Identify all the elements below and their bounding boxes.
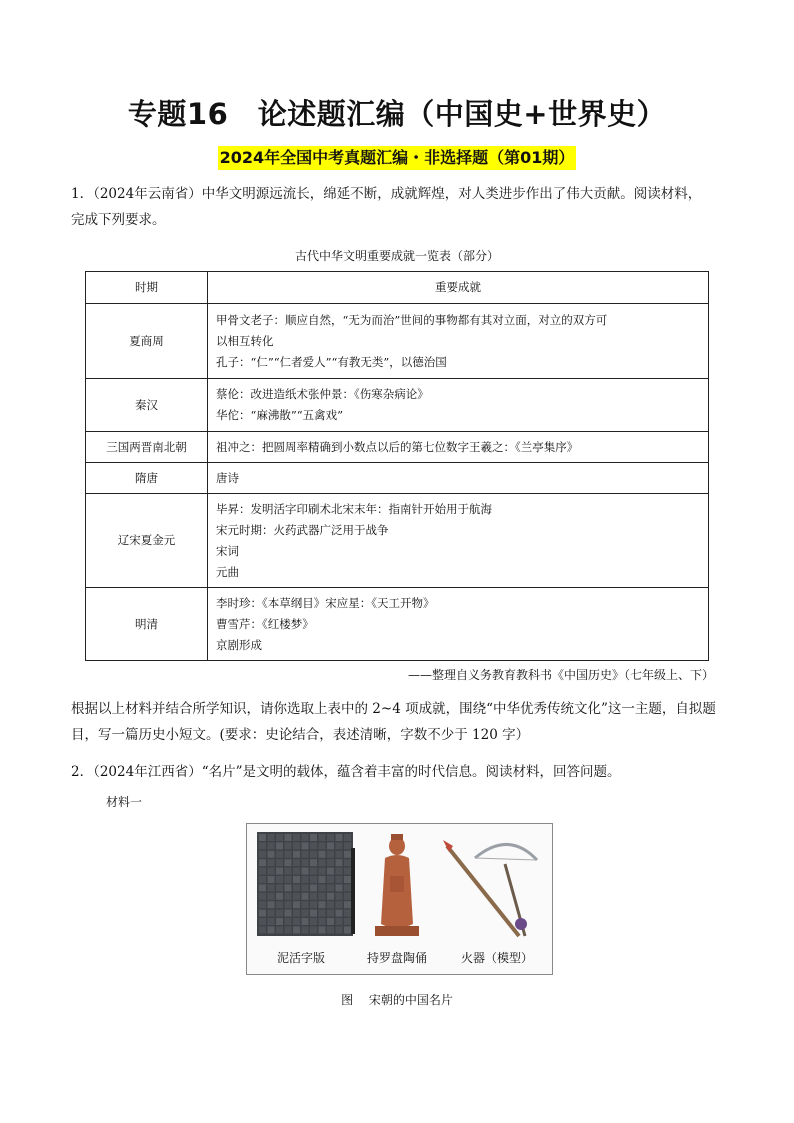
type-block xyxy=(276,926,283,933)
type-block xyxy=(293,851,300,858)
type-block xyxy=(344,859,351,866)
type-block xyxy=(344,918,351,925)
type-block xyxy=(310,910,317,917)
table-header-period: 时期 xyxy=(86,272,208,304)
figure-item-label: 持罗盘陶俑 xyxy=(366,951,428,965)
type-block xyxy=(327,884,334,891)
type-block xyxy=(285,876,292,883)
type-block xyxy=(259,884,266,891)
type-block xyxy=(319,901,326,908)
achievement-cell xyxy=(208,432,709,463)
period-cell: 三国两晋南北朝 xyxy=(86,432,208,463)
achievement-cell xyxy=(208,304,709,379)
type-block xyxy=(293,926,300,933)
type-block xyxy=(268,859,275,866)
type-block xyxy=(319,851,326,858)
achievement-line: 甲骨文老子：顺应自然，“无为而治”世间的事物都有其对立面，对立的双方可 xyxy=(216,312,608,327)
type-block xyxy=(259,893,266,900)
type-block xyxy=(293,910,300,917)
q2-stem: 2．（2024年江西省）“名片”是文明的载体，蕴含着丰富的时代信息。阅读材料，回答问题。 xyxy=(71,764,621,780)
achievements-table xyxy=(85,271,709,661)
type-block xyxy=(336,834,343,841)
period-cell: 辽宋夏金元 xyxy=(86,494,208,588)
type-block xyxy=(344,834,351,841)
type-block xyxy=(336,884,343,891)
type-block xyxy=(268,834,275,841)
type-block xyxy=(336,910,343,917)
type-block xyxy=(327,926,334,933)
type-block xyxy=(293,868,300,875)
type-block xyxy=(344,842,351,849)
achievement-line: 元曲 xyxy=(216,564,239,579)
type-block xyxy=(336,901,343,908)
type-block xyxy=(276,868,283,875)
figure-item-label: 火器（模型） xyxy=(460,951,534,965)
type-block xyxy=(293,842,300,849)
achievement-line: 蔡伦：改进造纸术张仲景：《伤寒杂病论》 xyxy=(216,387,429,401)
type-block xyxy=(310,851,317,858)
type-block xyxy=(276,842,283,849)
type-block xyxy=(336,842,343,849)
type-block xyxy=(310,868,317,875)
type-block xyxy=(302,859,309,866)
type-block xyxy=(276,884,283,891)
page-subtitle: 2024年全国中考真题汇编・非选择题（第01期） xyxy=(218,146,577,170)
type-block xyxy=(259,926,266,933)
type-block xyxy=(293,901,300,908)
type-block xyxy=(302,926,309,933)
type-block xyxy=(276,834,283,841)
q1-task xyxy=(71,696,731,748)
type-block xyxy=(302,910,309,917)
type-block xyxy=(327,876,334,883)
figurine-image xyxy=(375,834,419,936)
q1-stem xyxy=(71,181,731,233)
type-block xyxy=(268,884,275,891)
type-block xyxy=(276,893,283,900)
type-block xyxy=(285,910,292,917)
type-block xyxy=(319,893,326,900)
type-block xyxy=(276,876,283,883)
table-caption: 古代中华文明重要成就一览表（部分） xyxy=(294,249,499,263)
type-block xyxy=(293,884,300,891)
type-block xyxy=(259,901,266,908)
subtitle-wrap xyxy=(0,146,794,170)
period-cell: 秦汉 xyxy=(86,379,208,432)
type-block xyxy=(310,842,317,849)
type-block xyxy=(310,926,317,933)
table-row xyxy=(86,379,709,432)
achievement-cell xyxy=(208,588,709,661)
type-block xyxy=(319,926,326,933)
table-header-row xyxy=(86,272,709,304)
material-label: 材料一 xyxy=(106,795,143,809)
type-block xyxy=(327,918,334,925)
achievement-line: 唐诗 xyxy=(216,470,239,485)
achievement-line: 李时珍：《本草纲目》宋应星：《天工开物》 xyxy=(216,595,435,610)
type-block xyxy=(327,910,334,917)
type-block xyxy=(259,918,266,925)
type-block xyxy=(293,834,300,841)
achievement-line: 京剧形成 xyxy=(216,637,262,652)
type-block xyxy=(302,842,309,849)
type-block xyxy=(293,859,300,866)
type-block xyxy=(268,910,275,917)
achievement-line: 曹雪芹：《红楼梦》 xyxy=(216,616,314,631)
type-block xyxy=(259,842,266,849)
type-block xyxy=(344,926,351,933)
type-block xyxy=(310,893,317,900)
type-block xyxy=(259,876,266,883)
type-block xyxy=(327,868,334,875)
type-block xyxy=(336,859,343,866)
type-block xyxy=(276,901,283,908)
type-block xyxy=(310,884,317,891)
figure-illustration xyxy=(247,824,552,974)
type-block xyxy=(319,868,326,875)
type-block xyxy=(259,868,266,875)
achievement-line: 宋词 xyxy=(216,543,239,558)
type-block xyxy=(302,901,309,908)
achievement-line: 毕昇：发明活字印刷术北宋末年：指南针开始用于航海 xyxy=(216,501,492,516)
q1-task-line2: 目，写一篇历史小短文。(要求：史论结合，表述清晰，字数不少于 120 字） xyxy=(71,727,530,743)
type-block xyxy=(268,893,275,900)
type-block xyxy=(302,851,309,858)
type-block xyxy=(276,910,283,917)
type-block xyxy=(327,893,334,900)
type-block xyxy=(319,918,326,925)
type-block xyxy=(259,859,266,866)
type-block xyxy=(319,859,326,866)
period-cell: 明清 xyxy=(86,588,208,661)
type-block xyxy=(268,876,275,883)
achievement-line: 宋元时期：火药武器广泛用于战争 xyxy=(216,522,389,537)
type-block xyxy=(268,926,275,933)
type-block xyxy=(285,842,292,849)
type-block xyxy=(302,834,309,841)
type-block xyxy=(285,851,292,858)
type-block xyxy=(285,868,292,875)
type-block xyxy=(327,834,334,841)
table-row xyxy=(86,588,709,661)
q1-stem-line2: 完成下列要求。 xyxy=(71,212,166,228)
table-header-achievement: 重要成就 xyxy=(208,272,709,304)
table-row xyxy=(86,304,709,379)
type-block xyxy=(344,893,351,900)
type-block xyxy=(285,859,292,866)
type-block xyxy=(344,910,351,917)
type-block xyxy=(268,901,275,908)
achievement-line: 祖冲之：把圆周率精确到小数点以后的第七位数字王羲之：《兰亭集序》 xyxy=(216,439,579,454)
figure-caption: 图 宋朝的中国名片 xyxy=(341,993,453,1007)
achievement-cell xyxy=(208,463,709,494)
type-block xyxy=(327,842,334,849)
type-block xyxy=(344,901,351,908)
period-cell: 隋唐 xyxy=(86,463,208,494)
song-dynasty-figure xyxy=(246,823,553,975)
type-block xyxy=(293,918,300,925)
type-block xyxy=(319,884,326,891)
q1-task-line1: 根据以上材料并结合所学知识，请你选取上表中的 2~4 项成就，围绕“中华优秀传统文化”这一主题，自拟题 xyxy=(71,701,716,717)
achievement-line: 华佗：“麻沸散”“五禽戏” xyxy=(216,408,344,422)
type-block xyxy=(319,910,326,917)
type-block xyxy=(344,876,351,883)
type-block xyxy=(319,834,326,841)
q1-stem-line1: 1．（2024年云南省）中华文明源远流长，绵延不断，成就辉煌，对人类进步作出了伟大贡献。阅读材料， xyxy=(71,186,702,202)
figure-item-label: 泥活字版 xyxy=(276,951,326,965)
type-block xyxy=(268,868,275,875)
type-block xyxy=(259,834,266,841)
type-block xyxy=(344,868,351,875)
achievement-line: 孔子：“仁”“仁者爱人”“有教无类”，以德治国 xyxy=(216,354,447,369)
type-block xyxy=(268,918,275,925)
type-block xyxy=(336,868,343,875)
clay-type-image xyxy=(257,832,355,936)
table-row xyxy=(86,463,709,494)
type-block xyxy=(319,842,326,849)
type-block xyxy=(285,926,292,933)
type-block xyxy=(327,859,334,866)
type-block xyxy=(327,901,334,908)
type-block xyxy=(276,851,283,858)
type-block xyxy=(293,893,300,900)
type-block xyxy=(302,918,309,925)
type-block xyxy=(285,834,292,841)
type-block xyxy=(344,884,351,891)
type-block xyxy=(336,851,343,858)
table-source: ——整理自义务教育教科书《中国历史》（七年级上、下） xyxy=(407,668,714,682)
type-block xyxy=(336,876,343,883)
type-block xyxy=(310,901,317,908)
period-cell: 夏商周 xyxy=(86,304,208,379)
type-block xyxy=(302,868,309,875)
fire-weapon-image xyxy=(443,840,537,936)
type-block xyxy=(285,893,292,900)
type-block xyxy=(259,851,266,858)
type-block xyxy=(310,859,317,866)
type-block xyxy=(336,893,343,900)
type-block xyxy=(319,876,326,883)
achievement-cell xyxy=(208,379,709,432)
type-block xyxy=(285,901,292,908)
type-block xyxy=(302,876,309,883)
type-block xyxy=(268,851,275,858)
type-block xyxy=(310,918,317,925)
achievement-line: 以相互转化 xyxy=(216,333,274,348)
type-block xyxy=(259,910,266,917)
type-block xyxy=(302,884,309,891)
type-block xyxy=(293,876,300,883)
type-block xyxy=(344,851,351,858)
type-block xyxy=(310,834,317,841)
table-row xyxy=(86,432,709,463)
type-block xyxy=(336,926,343,933)
type-block xyxy=(276,859,283,866)
type-block xyxy=(302,893,309,900)
type-block xyxy=(276,918,283,925)
page-title: 专题16 论述题汇编（中国史+世界史） xyxy=(127,97,667,131)
achievement-cell xyxy=(208,494,709,588)
type-block xyxy=(285,884,292,891)
type-block xyxy=(336,918,343,925)
type-block xyxy=(327,851,334,858)
table-row xyxy=(86,494,709,588)
type-block xyxy=(310,876,317,883)
type-block xyxy=(285,918,292,925)
type-block xyxy=(268,842,275,849)
